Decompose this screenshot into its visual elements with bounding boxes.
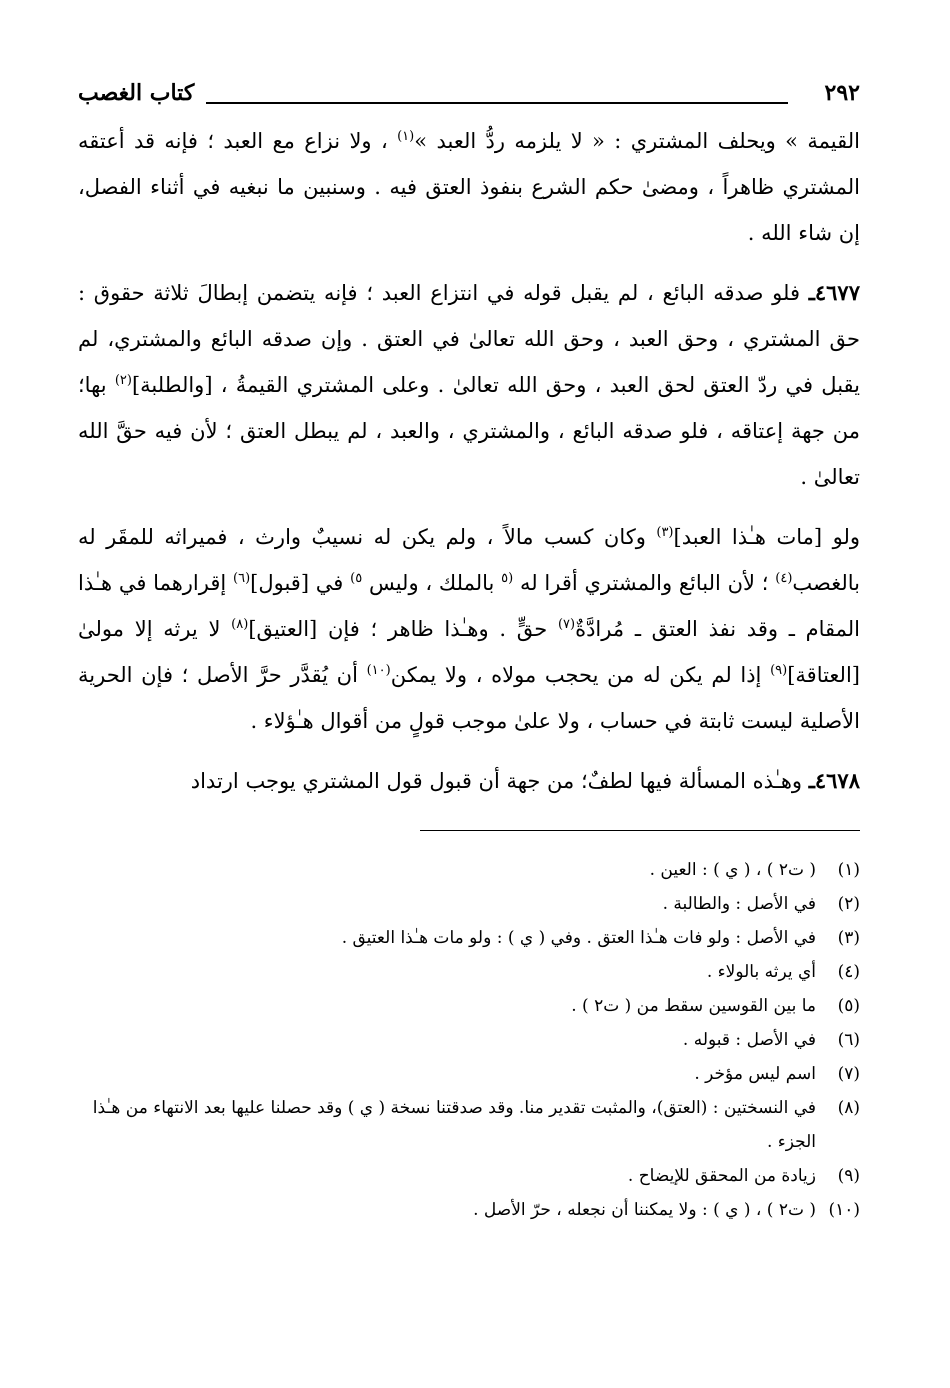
text-run: بها؛ من جهة إعتاقه ، فلو صدقه البائع ، والمشتري ، والعبد ، لم يبطل العتق ؛ لأن فيه حقَّ الله تعالىٰ . [78, 373, 860, 489]
text-run: حقٍّ . وهـٰذا ظاهر ؛ فإن [العتيق] [248, 617, 558, 641]
footnote-number: (٥) [837, 996, 860, 1016]
text-run: إذا لم يكن له من يحجب مولاه ، ولا يمكن [390, 663, 771, 687]
paragraph-number: ٤٦٧٨ـ [808, 768, 860, 793]
footnote-text: أي يرثه بالولاء . [706, 962, 816, 982]
footnote-number: (٤) [837, 962, 860, 982]
footnote-text: ما بين القوسين سقط من ( ت٢ ) . [571, 996, 816, 1016]
footnote-ref: (١٠) [366, 663, 391, 678]
page-number: ٢٩٢ [824, 80, 860, 106]
footnote-ref: ٥) [350, 571, 363, 586]
footnote-ref: (٩) [770, 663, 788, 678]
text-run: أن يُقدَّر حرَّ الأصل ؛ فإن الحرية الأصلية ليست ثابتة في حساب ، ولا علىٰ موجب قولٍ من أقوال هـٰؤلاء . [78, 663, 860, 733]
text-run: ولو [مات هـٰذا العبد] [673, 525, 860, 549]
footnote-text: في الأصل : والطالبة . [662, 894, 816, 914]
text-run: وهـٰذه المسألة فيها لطفٌ؛ من جهة أن قبول قول المشتري يوجب ارتداد [190, 769, 809, 793]
footnote-text: في الأصل : قبوله . [682, 1030, 816, 1050]
paragraph [78, 118, 860, 256]
text-run: ، ولا نزاع مع العبد ؛ فإنه قد أعتقه المشتري ظاهراً ، ومضىٰ حكم الشرع بنفوذ العتق فيه . وسنبين ما نبغيه في أثناء الفصل، إن شاء الله . [78, 129, 860, 245]
paragraph [78, 514, 860, 744]
text-run: وكان كسب مالاً ، ولم يكن له نسيبٌ وارث ، فميراثه للمقَر له بالغصب [78, 525, 861, 595]
footnote-ref: (٦) [233, 571, 251, 586]
text-run: فلو صدقه البائع ، لم يقبل قوله في انتزاع العبد ؛ فإنه يتضمن إبطالَ ثلاثة حقوق : حق المشتري ، وحق العبد ، وحق الله تعالىٰ في العتق . وإن صدقه البائع والمشتري، لم يقبل في ردّ العتق لحق العبد ، وحق الله تعالىٰ . وعلى المشتري القيمةُ ، [والطلبة] [78, 281, 860, 397]
footnote [78, 853, 860, 887]
footnote-number: (٧) [837, 1064, 860, 1084]
main-text [78, 118, 860, 804]
footnote-text: في النسختين : (العتق)، والمثبت تقدير منا. وقد صدقتنا نسخة ( ي ) وقد حصلنا عليها بعد الانتهاء من هـٰذا الجزء . [92, 1098, 816, 1152]
footnote-number: (٢) [837, 894, 860, 914]
footnote-text: ( ت٢ ) ، ( ي ) : ولا يمكننا أن نجعله ، حرّ الأصل . [473, 1200, 816, 1220]
text-run: بالملك ، وليس [362, 571, 502, 595]
footnote [78, 921, 860, 955]
footnotes [78, 853, 860, 1227]
footnote-ref: (٤) [775, 571, 793, 586]
footnote [78, 1057, 860, 1091]
footnote-number: (٨) [837, 1098, 860, 1118]
running-header [78, 78, 860, 118]
footnote-ref: (٨) [231, 617, 249, 632]
footnote-number: (١) [837, 860, 860, 880]
footnote-text: ( ت٢ ) ، ( ي ) : العين . [649, 860, 816, 880]
paragraph [78, 758, 860, 804]
footnote-text: في الأصل : ولو فات هـٰذا العتق . وفي ( ي ) : ولو مات هـٰذا العتيق . [341, 928, 816, 948]
footnote-number: (٣) [837, 928, 860, 948]
text-run: إقرارهما في هـٰذا المقام ـ وقد نفذ العتق ـ مُرادَّةٌ [78, 571, 860, 641]
footnote-ref: (٧) [557, 617, 576, 632]
footnote-ref: (٣) [656, 525, 674, 540]
paragraph [78, 270, 860, 500]
footnote-ref: (٢) [114, 373, 132, 388]
footnote [78, 1159, 860, 1193]
footnote-number: (٩) [837, 1166, 860, 1186]
chapter-title: كتاب الغصب [78, 80, 195, 106]
footnote-text: زيادة من المحقق للإيضاح . [627, 1166, 816, 1186]
book-page [78, 78, 860, 1227]
footnote-number: (١٠) [828, 1200, 860, 1220]
footnote [78, 887, 860, 921]
footnote-number: (٦) [837, 1030, 860, 1050]
text-run: لا يرثه إلا مولىٰ [العتاقة] [78, 617, 860, 687]
footnote [78, 1091, 860, 1159]
paragraph-number: ٤٦٧٧ـ [808, 280, 860, 305]
footnote [78, 989, 860, 1023]
footnote-separator [420, 830, 860, 831]
text-run: ؛ لأن البائع والمشتري أقرا له [513, 571, 776, 595]
footnote-ref: (١) [397, 129, 415, 144]
footnote-ref: (٥ [501, 571, 514, 586]
footnote [78, 1023, 860, 1057]
header-rule [206, 102, 788, 104]
text-run: القيمة » ويحلف المشتري : « لا يلزمه ردُّ العبد » [414, 129, 860, 153]
text-run: في [قبول] [250, 571, 351, 595]
footnote [78, 955, 860, 989]
footnote-text: اسم ليس مؤخر . [694, 1064, 816, 1084]
footnote [78, 1193, 860, 1227]
